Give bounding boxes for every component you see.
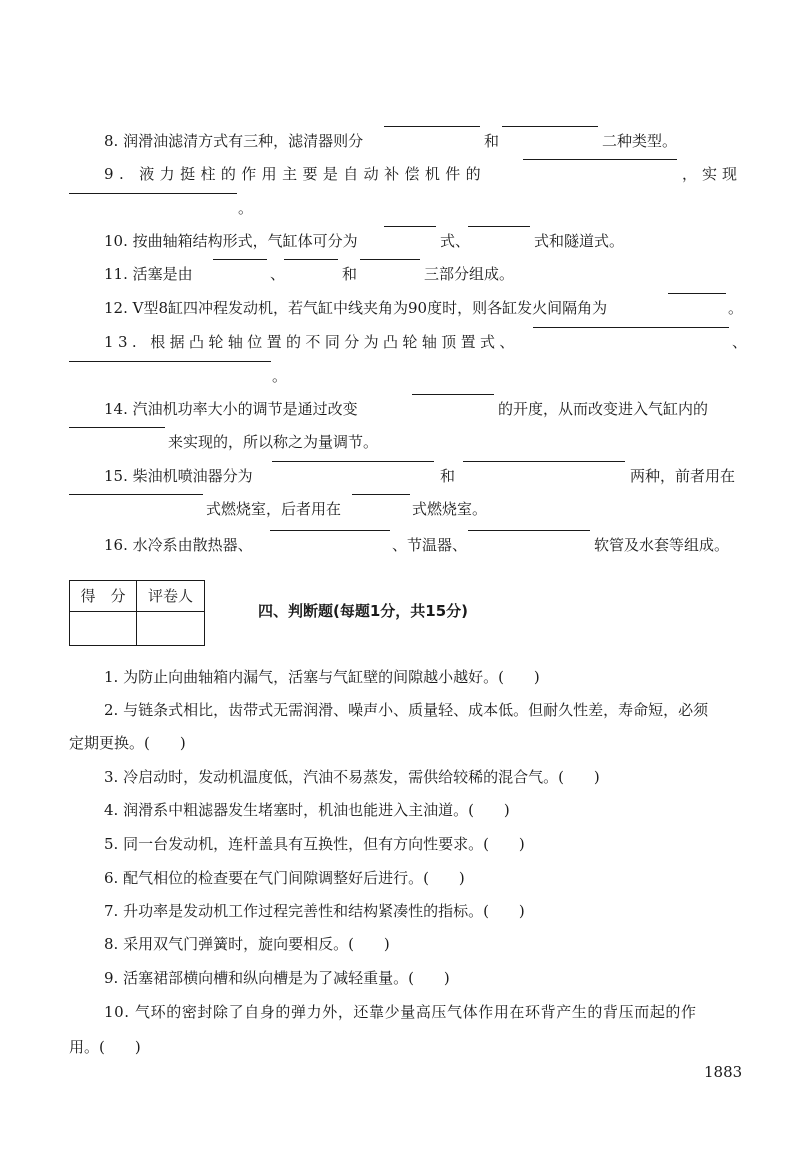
judgment-item <box>0 863 811 893</box>
q12-blank-1[interactable] <box>668 293 726 294</box>
q14-text-b: 的开度，从而改变进入气缸内的 <box>498 400 709 418</box>
q15-blank-2[interactable] <box>463 461 625 462</box>
q16-blank-2[interactable] <box>468 530 590 531</box>
q11-blank-2[interactable] <box>284 259 338 260</box>
q12-text-a: 12. V型8缸四冲程发动机，若气缸中线夹角为90度时，则各缸发火间隔角为 <box>104 299 608 317</box>
question-11 <box>0 259 811 289</box>
q8-blank-1[interactable] <box>384 126 480 127</box>
q15-text-c: 两种，前者用在 <box>630 467 736 485</box>
q8-text-b: 和 <box>484 132 500 150</box>
judgment-item <box>0 929 811 959</box>
question-13 <box>0 327 811 357</box>
grader-label: 评卷人 <box>147 587 193 605</box>
judgment-item <box>0 896 811 926</box>
q8-blank-2[interactable] <box>502 126 598 127</box>
q16-blank-1[interactable] <box>270 530 390 531</box>
q15-text-a: 15. 柴油机喷油器分为 <box>104 467 253 485</box>
q10-blank-1[interactable] <box>384 226 436 227</box>
q10-text-c: 式和隧道式。 <box>534 232 625 250</box>
q11-text-d: 三部分组成。 <box>424 265 515 283</box>
q14-blank-1[interactable] <box>412 394 494 395</box>
question-14 <box>0 394 811 424</box>
q11-blank-3[interactable] <box>360 259 420 260</box>
q12-text-b: 。 <box>728 299 744 317</box>
question-9-cont <box>0 193 811 223</box>
judgment-text: 10. 气环的密封除了自身的弹力外，还靠少量高压气体作用在环背产生的背压而起的作 <box>104 1003 697 1021</box>
judgment-item <box>0 728 811 758</box>
q9-text-b: ，实现 <box>682 165 743 183</box>
judgment-text: 5. 同一台发动机，连杆盖具有互换性，但有方向性要求。( ) <box>104 835 525 853</box>
q10-text-b: 式、 <box>440 232 471 250</box>
judgment-item <box>0 662 811 692</box>
q11-text-b: 、 <box>270 265 286 283</box>
q8-text-a: 8. 润滑油滤清方式有三种，滤清器则分 <box>104 132 364 150</box>
q14-text-a: 14. 汽油机功率大小的调节是通过改变 <box>104 400 358 418</box>
score-label: 得 分 <box>80 587 126 605</box>
judgment-item <box>0 1032 811 1062</box>
judgment-item <box>0 963 811 993</box>
q15-blank-3[interactable] <box>69 494 203 495</box>
q13-text-a: 13. 根据凸轮轴位置的不同分为凸轮轴顶置式、 <box>104 333 519 351</box>
q15-text-b: 和 <box>440 467 456 485</box>
judgment-item <box>0 997 811 1027</box>
question-16 <box>0 530 811 560</box>
q10-blank-2[interactable] <box>468 226 530 227</box>
q10-text-a: 10. 按曲轴箱结构形式，气缸体可分为 <box>104 232 358 250</box>
q9-text-a: 9. 液力挺柱的作用主要是自动补偿机件的 <box>104 165 487 183</box>
q11-blank-1[interactable] <box>213 259 267 260</box>
q13-text-b: 、 <box>732 333 748 351</box>
question-10 <box>0 226 811 256</box>
question-9 <box>0 159 811 189</box>
q8-text-c: 二种类型。 <box>602 132 678 150</box>
score-table <box>69 580 205 646</box>
q15-text-d: 式燃烧室，后者用在 <box>206 500 342 518</box>
q16-text-b: 、节温器、 <box>392 536 468 554</box>
q16-text-c: 软管及水套等组成。 <box>594 536 730 554</box>
q13-blank-1[interactable] <box>533 327 729 328</box>
question-13-cont <box>0 361 811 391</box>
q13-text-c: 。 <box>272 367 288 385</box>
q15-blank-4[interactable] <box>352 494 410 495</box>
judgment-item <box>0 829 811 859</box>
q9-blank-2[interactable] <box>69 193 237 194</box>
judgment-text: 3. 冷启动时，发动机温度低，汽油不易蒸发，需供给较稀的混合气。( ) <box>104 768 600 786</box>
page-number: 1883 <box>704 1063 743 1081</box>
judgment-item <box>0 762 811 792</box>
question-15 <box>0 461 811 491</box>
judgment-text: 1. 为防止向曲轴箱内漏气，活塞与气缸壁的间隙越小越好。( ) <box>104 668 540 686</box>
judgment-text: 2. 与链条式相比，齿带式无需润滑、噪声小、质量轻、成本低。但耐久性差，寿命短，必须 <box>104 701 709 719</box>
judgment-text: 定期更换。( ) <box>69 734 186 752</box>
q14-blank-2[interactable] <box>69 427 165 428</box>
judgment-text: 6. 配气相位的检查要在气门间隙调整好后进行。( ) <box>104 869 465 887</box>
judgment-text: 4. 润滑系中粗滤器发生堵塞时，机油也能进入主油道。( ) <box>104 801 510 819</box>
judgment-item <box>0 695 811 725</box>
score-table-divider-h <box>70 611 204 612</box>
q11-text-c: 和 <box>342 265 358 283</box>
q11-text-a: 11. 活塞是由 <box>104 265 193 283</box>
q15-blank-1[interactable] <box>272 461 434 462</box>
q16-text-a: 16. 水冷系由散热器、 <box>104 536 253 554</box>
judgment-text: 8. 采用双气门弹簧时，旋向要相反。( ) <box>104 935 390 953</box>
question-15-cont <box>0 494 811 524</box>
q13-blank-2[interactable] <box>69 361 271 362</box>
q9-text-c: 。 <box>238 199 254 217</box>
question-8 <box>0 126 811 156</box>
question-12 <box>0 293 811 323</box>
q14-text-c: 来实现的，所以称之为量调节。 <box>168 433 379 451</box>
q15-text-e: 式燃烧室。 <box>412 500 488 518</box>
judgment-text: 7. 升功率是发动机工作过程完善性和结构紧凑性的指标。( ) <box>104 902 525 920</box>
judgment-text: 用。( ) <box>69 1038 141 1056</box>
judgment-text: 9. 活塞裙部横向槽和纵向槽是为了减轻重量。( ) <box>104 969 450 987</box>
judgment-item <box>0 795 811 825</box>
question-14-cont <box>0 427 811 457</box>
q9-blank-1[interactable] <box>523 159 677 160</box>
section-title: 四、判断题(每题1分，共15分) <box>258 602 469 620</box>
